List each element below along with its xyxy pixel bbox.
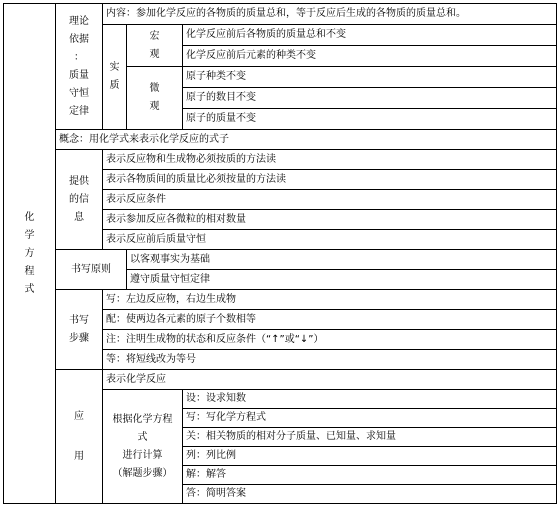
micro-label-char: 观 [149, 101, 160, 112]
subject-char: 式 [24, 283, 35, 295]
subject-char: 方 [24, 247, 35, 259]
theory-label-line: 理论 [69, 15, 89, 27]
info-label-cell [56, 150, 103, 250]
principle-item: 遵守质量守恒定律 [127, 270, 557, 290]
theory-label-line: 依据 [69, 33, 89, 45]
step-item: 配：使两边各元素的原子个数相等 [103, 310, 557, 330]
theory-label-cell [56, 4, 103, 130]
chemical-equation-summary-sheet [3, 3, 556, 505]
subject-cell [4, 4, 56, 504]
steps-label-cell [56, 290, 103, 370]
info-item: 表示反应前后质量守恒 [103, 230, 557, 250]
subject-char: 学 [24, 229, 35, 241]
application-label-cell [56, 370, 103, 504]
macro-item: 化学反应前后元素的种类不变 [183, 46, 557, 67]
step-item: 写：左边反应物，右边生成物 [103, 290, 557, 310]
macro-label-cell [127, 25, 183, 67]
calc-label-line: 根据化学方程 [112, 413, 173, 425]
calc-step: 写：写化学方程式 [183, 409, 557, 428]
micro-item: 原子种类不变 [183, 67, 557, 88]
micro-item: 原子的质量不变 [183, 109, 557, 130]
info-item: 表示各物质间的质量比必须按量的方法读 [103, 170, 557, 190]
theory-content: 内容：参加化学反应的各物质的质量总和，等于反应后生成的各物质的质量总和。 [103, 4, 557, 25]
principles-label: 书写原则 [56, 250, 127, 290]
application-first: 表示化学反应 [103, 370, 557, 390]
essence-label-char: 质 [109, 80, 120, 91]
info-label-line: 息 [74, 211, 84, 223]
info-label-line: 提供 [69, 175, 89, 187]
calc-label-cell [103, 390, 183, 504]
micro-item: 原子的数目不变 [183, 88, 557, 109]
calc-step: 解：解答 [183, 466, 557, 485]
macro-label-char: 宏 [149, 30, 160, 42]
calc-step: 答：简明答案 [183, 485, 557, 504]
theory-label-line: 定律 [69, 105, 89, 117]
theory-label-line: 质量 [69, 69, 89, 81]
calc-step: 设：设求知数 [183, 390, 557, 409]
table-row [4, 290, 557, 310]
concept-row: 概念：用化学式来表示化学反应的式子 [56, 130, 557, 150]
essence-label-cell [103, 25, 127, 130]
table-row [4, 250, 557, 270]
calc-label-line: 式 [137, 431, 148, 443]
info-item: 表示反应物和生成物必须按质的方法读 [103, 150, 557, 170]
table-row [4, 4, 557, 25]
steps-label-line: 书写 [69, 314, 89, 326]
micro-label-char: 微 [149, 83, 160, 94]
step-item: 等：将短线改为等号 [103, 350, 557, 370]
table-row [4, 130, 557, 150]
calc-label-line: （解题步骤） [112, 467, 173, 479]
table-row [4, 370, 557, 390]
principle-item: 以客观事实为基础 [127, 250, 557, 270]
step-item: 注：注明生成物的状态和反应条件（“↑”或“↓”） [103, 330, 557, 350]
calc-step: 关：相关物质的相对分子质量、已知量、求知量 [183, 428, 557, 447]
info-item: 表示参加反应各微粒的相对数量 [103, 210, 557, 230]
calc-step: 列：列比例 [183, 447, 557, 466]
subject-char: 化 [24, 211, 35, 223]
micro-label-cell [127, 67, 183, 130]
steps-label-line: 步骤 [69, 332, 89, 344]
info-label-line: 的信 [69, 193, 89, 205]
theory-label-line: ： [74, 51, 84, 63]
calc-label-line: 进行计算 [122, 449, 163, 461]
summary-table [3, 3, 557, 504]
info-item: 表示反应条件 [103, 190, 557, 210]
application-label-char: 应 [74, 410, 84, 422]
theory-label-line: 守恒 [69, 87, 89, 99]
essence-label-char: 实 [109, 62, 120, 73]
macro-item: 化学反应前后各物质的质量总和不变 [183, 25, 557, 46]
subject-char: 程 [24, 265, 35, 277]
application-label-char: 用 [74, 450, 84, 462]
table-row [4, 150, 557, 170]
macro-label-char: 观 [149, 48, 160, 60]
